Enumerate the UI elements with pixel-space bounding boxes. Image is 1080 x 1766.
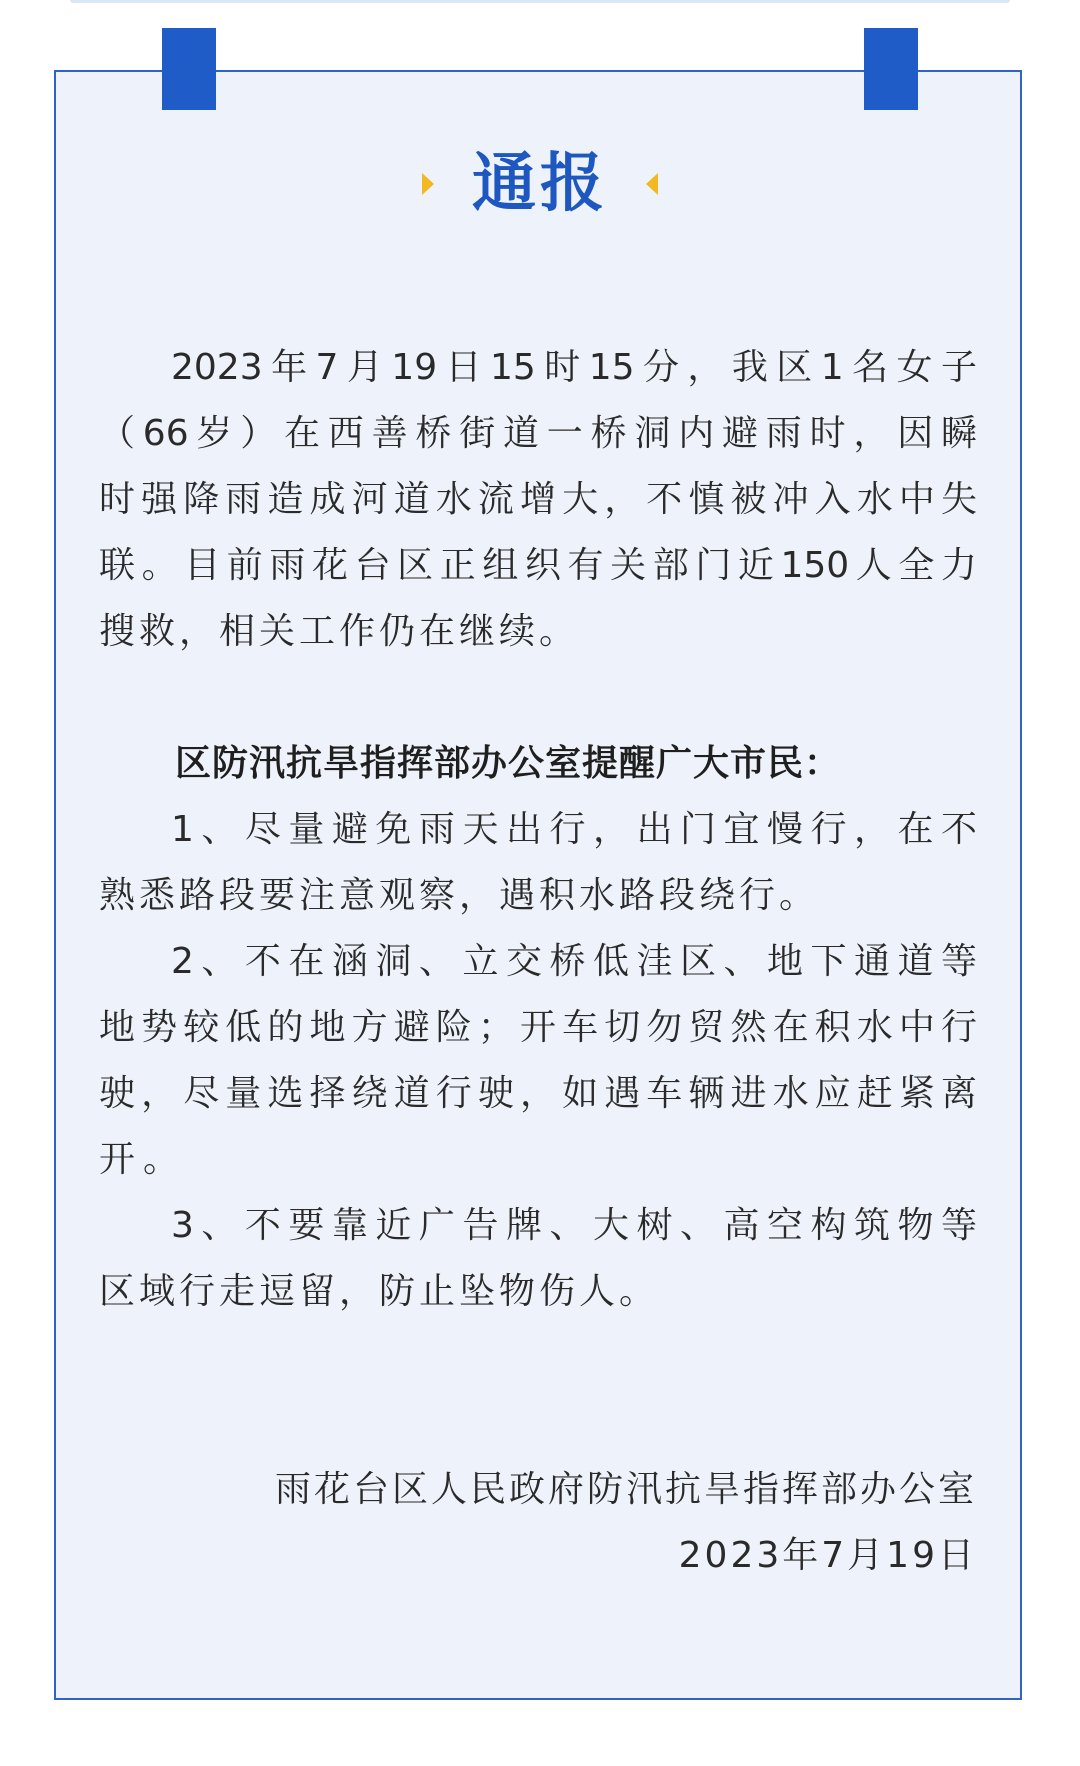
item2-line: 驶，尽量选择绕道行驶，如遇车辆进水应赶紧离: [99, 1073, 977, 1114]
item1-line: 1、尽量避免雨天出行，出门宜慢行，在不: [171, 809, 977, 850]
right-binder-tab: [864, 28, 918, 110]
top-decorative-strip: [70, 0, 1010, 3]
item3-line: 3、不要靠近广告牌、大树、高空构筑物等: [171, 1205, 977, 1246]
paragraph1-line: 搜救，相关工作仍在继续。: [99, 611, 580, 652]
item1-line: 熟悉路段要注意观察，遇积水路段绕行。: [99, 875, 820, 916]
reminder-heading: 区防汛抗旱指挥部办公室提醒广大市民：: [175, 743, 842, 784]
item3-line: 区域行走逗留，防止坠物伤人。: [99, 1271, 660, 1312]
item2-line: 地势较低的地方避险；开车切勿贸然在积水中行: [99, 1007, 977, 1048]
paragraph1-line: 2023年7月19日15时15分，我区1名女子: [171, 347, 977, 388]
paragraph1-line: 联。目前雨花台区正组织有关部门近150人全力: [99, 545, 977, 586]
notice-title: 通报: [472, 147, 608, 221]
item2-line: 2、不在涵洞、立交桥低洼区、地下通道等: [171, 941, 977, 982]
notice-date: 2023年7月19日: [678, 1535, 977, 1576]
left-binder-tab: [162, 28, 216, 110]
paragraph1-line: （66岁）在西善桥街道一桥洞内避雨时，因瞬: [99, 413, 977, 454]
item2-line: 开。: [99, 1139, 188, 1180]
triangle-right-icon: [422, 173, 434, 195]
signature: 雨花台区人民政府防汛抗旱指挥部办公室: [274, 1469, 977, 1510]
triangle-left-icon: [646, 173, 658, 195]
title-row: [0, 148, 1080, 220]
paragraph1-line: 时强降雨造成河道水流增大，不慎被冲入水中失: [99, 479, 977, 520]
